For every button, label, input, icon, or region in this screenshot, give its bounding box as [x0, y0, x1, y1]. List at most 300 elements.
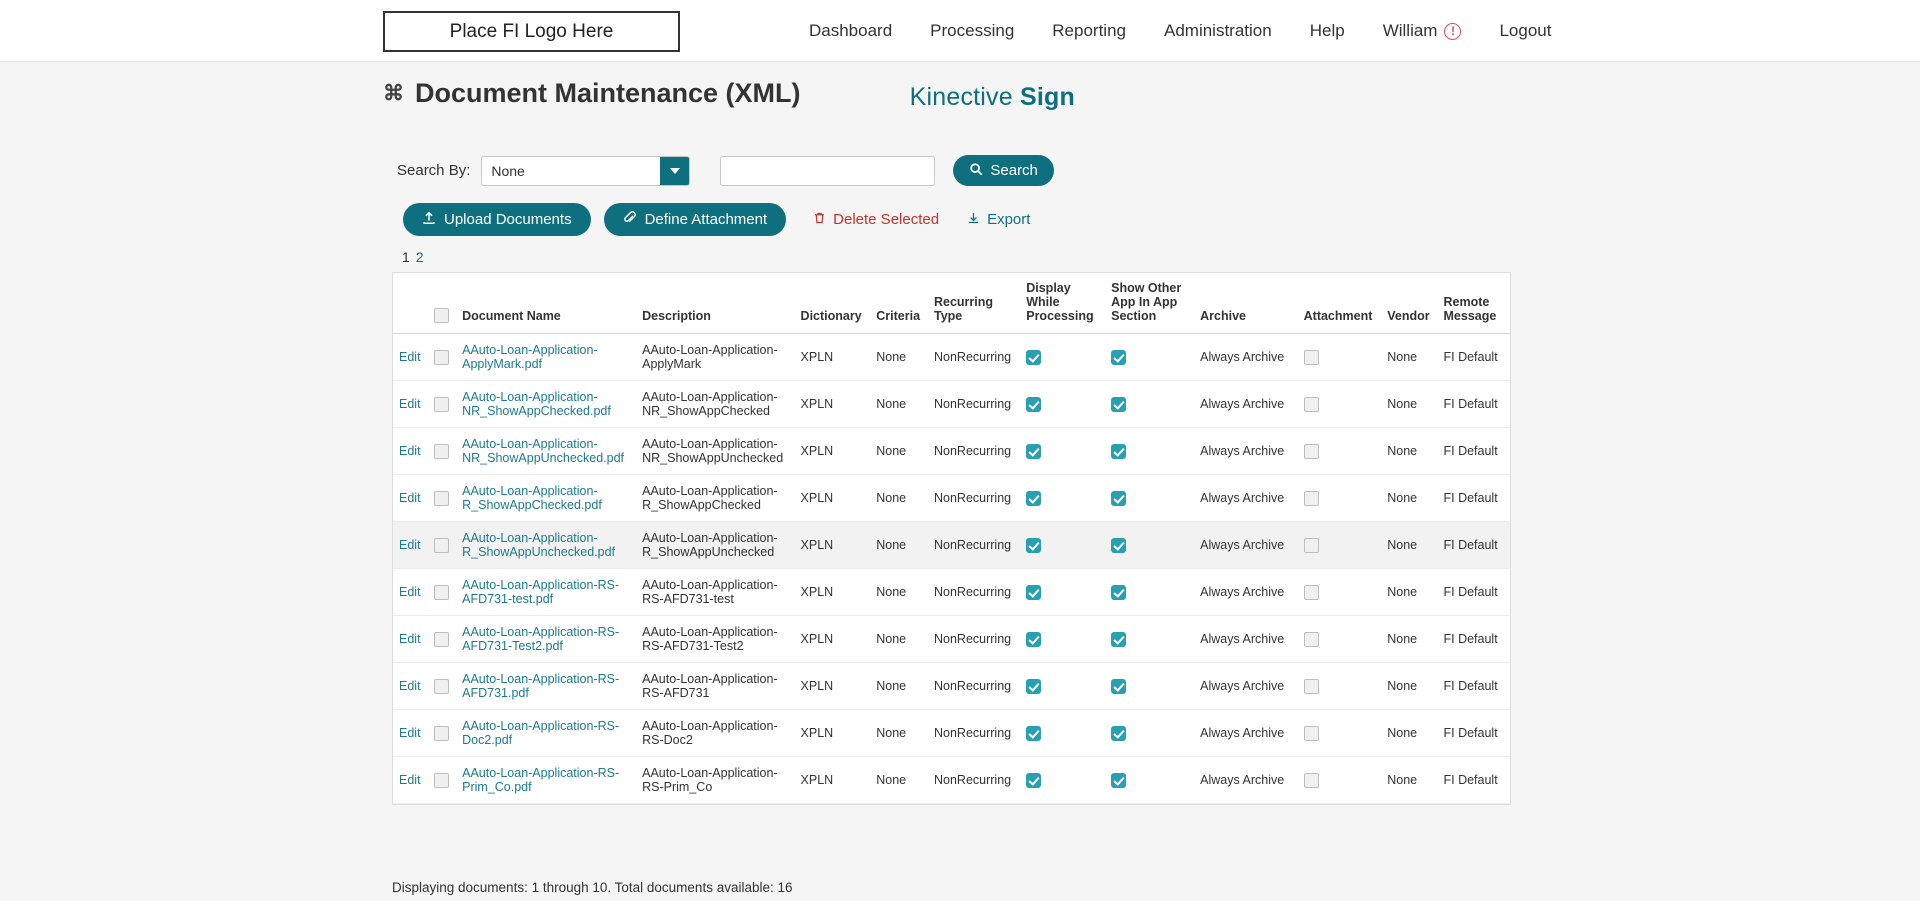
row-select-checkbox [428, 475, 456, 522]
display-while-processing-checkbox[interactable] [1026, 585, 1041, 600]
recurring-type-text: NonRecurring [933, 350, 1012, 364]
show-other-app-checkbox[interactable] [1111, 773, 1126, 788]
display-while-processing-checkbox[interactable] [1026, 679, 1041, 694]
row-description [636, 616, 794, 663]
row-remote-message [1438, 710, 1511, 757]
row-attachment [1298, 475, 1382, 522]
remote-message-text: FI Default [1443, 538, 1498, 552]
edit-link[interactable]: Edit [399, 491, 421, 505]
archive-text: Always Archive [1200, 679, 1285, 693]
row-document-name [456, 475, 636, 522]
column-header-criteria[interactable]: Criteria [870, 273, 928, 334]
row-show-other-app [1105, 334, 1194, 381]
table-header-row [393, 273, 1510, 334]
row-archive [1194, 569, 1298, 616]
row-criteria [870, 616, 928, 663]
archive-text: Always Archive [1200, 726, 1285, 740]
row-criteria [870, 663, 928, 710]
row-criteria [870, 428, 928, 475]
row-archive [1194, 334, 1298, 381]
row-archive [1194, 663, 1298, 710]
row-edit-link [393, 428, 428, 475]
row-dictionary [795, 757, 871, 804]
row-vendor [1381, 710, 1437, 757]
archive-text: Always Archive [1200, 350, 1285, 364]
document-name-link[interactable]: AAuto-Loan-Application-RS-AFD731.pdf [462, 672, 620, 700]
pagination-current-page[interactable]: 1 [402, 249, 410, 265]
row-select-checkbox [428, 757, 456, 804]
recurring-type-text: NonRecurring [933, 632, 1012, 646]
attachment-checkbox[interactable] [1304, 726, 1319, 741]
row-recurring-type [928, 475, 1020, 522]
row-show-other-app [1105, 663, 1194, 710]
nav-item-help[interactable]: Help [1309, 21, 1345, 40]
row-criteria [870, 710, 928, 757]
row-remote-message [1438, 428, 1511, 475]
column-header-dictionary[interactable]: Dictionary [795, 273, 871, 334]
remote-message-text: FI Default [1443, 632, 1498, 646]
results-summary: Displaying documents: 1 through 10. Total documents available: 16 [392, 880, 793, 895]
description-text: AAuto-Loan-Application-RS-AFD731-Test2 [642, 625, 778, 653]
row-description [636, 475, 794, 522]
row-remote-message [1438, 663, 1511, 710]
show-other-app-checkbox[interactable] [1111, 350, 1126, 365]
user-name: William [1382, 21, 1438, 40]
nav-item-administration[interactable]: Administration [1164, 21, 1272, 40]
row-checkbox[interactable] [434, 726, 449, 741]
page-title-text: Document Maintenance (XML) [415, 78, 801, 108]
pagination [402, 249, 424, 265]
document-name-link[interactable]: AAuto-Loan-Application-RS-AFD731-test.pdf [462, 578, 620, 606]
attachment-checkbox[interactable] [1304, 585, 1319, 600]
row-checkbox[interactable] [434, 585, 449, 600]
row-archive [1194, 710, 1298, 757]
document-name-link[interactable]: AAuto-Loan-Application-R_ShowAppChecked.pdf [462, 484, 602, 512]
display-while-processing-checkbox[interactable] [1026, 632, 1041, 647]
row-vendor [1381, 569, 1437, 616]
brand-sign: Sign [1020, 83, 1075, 111]
attachment-checkbox[interactable] [1304, 632, 1319, 647]
row-archive [1194, 428, 1298, 475]
row-criteria [870, 569, 928, 616]
export-label: Export [987, 211, 1031, 228]
show-other-app-checkbox[interactable] [1111, 491, 1126, 506]
row-document-name [456, 757, 636, 804]
row-criteria [870, 522, 928, 569]
define-attachment-label: Define Attachment [644, 211, 768, 228]
row-description [636, 428, 794, 475]
row-show-other-app [1105, 475, 1194, 522]
row-archive [1194, 616, 1298, 663]
attachment-checkbox[interactable] [1304, 773, 1319, 788]
criteria-text: None [876, 350, 907, 364]
delete-selected-button[interactable] [799, 203, 953, 236]
dictionary-text: XPLN [800, 632, 834, 646]
page-title [383, 78, 801, 109]
dictionary-text: XPLN [800, 397, 834, 411]
column-header-description[interactable]: Description [636, 273, 794, 334]
search-by-select-value: None [491, 162, 525, 179]
nav-item-dashboard[interactable]: Dashboard [809, 21, 893, 40]
row-display-while-processing [1020, 616, 1105, 663]
row-select-checkbox [428, 569, 456, 616]
remote-message-text: FI Default [1443, 726, 1498, 740]
dictionary-text: XPLN [800, 444, 834, 458]
recurring-type-text: NonRecurring [933, 491, 1012, 505]
column-header-document-name[interactable]: Document Name [456, 273, 636, 334]
description-text: AAuto-Loan-Application-RS-AFD731 [642, 672, 778, 700]
row-display-while-processing [1020, 475, 1105, 522]
document-name-link[interactable]: AAuto-Loan-Application-RS-AFD731-Test2.pdf [462, 625, 620, 653]
archive-text: Always Archive [1200, 773, 1285, 787]
display-while-processing-checkbox[interactable] [1026, 350, 1041, 365]
row-attachment [1298, 663, 1382, 710]
row-select-checkbox [428, 710, 456, 757]
edit-link[interactable]: Edit [399, 444, 421, 458]
recurring-type-text: NonRecurring [933, 538, 1012, 552]
row-document-name [456, 522, 636, 569]
row-show-other-app [1105, 522, 1194, 569]
column-header-edit [393, 273, 428, 334]
remote-message-text: FI Default [1443, 491, 1498, 505]
row-show-other-app [1105, 381, 1194, 428]
row-edit-link [393, 334, 428, 381]
table-row[interactable] [393, 757, 1510, 804]
description-text: AAuto-Loan-Application-RS-Doc2 [642, 719, 778, 747]
row-checkbox[interactable] [434, 491, 449, 506]
display-while-processing-checkbox[interactable] [1026, 538, 1041, 553]
row-attachment [1298, 616, 1382, 663]
row-dictionary [795, 522, 871, 569]
search-by-select[interactable] [481, 156, 690, 186]
recurring-type-text: NonRecurring [933, 726, 1012, 740]
dictionary-text: XPLN [800, 538, 834, 552]
recurring-type-text: NonRecurring [933, 397, 1012, 411]
documents-table-container [392, 272, 1511, 805]
row-display-while-processing [1020, 381, 1105, 428]
archive-text: Always Archive [1200, 491, 1285, 505]
search-icon [969, 162, 983, 180]
archive-text: Always Archive [1200, 632, 1285, 646]
row-criteria [870, 381, 928, 428]
row-checkbox[interactable] [434, 632, 449, 647]
row-document-name [456, 334, 636, 381]
row-edit-link [393, 569, 428, 616]
search-input[interactable] [720, 156, 935, 186]
dictionary-text: XPLN [800, 679, 834, 693]
trash-icon [813, 211, 826, 229]
row-checkbox[interactable] [434, 350, 449, 365]
documents-table [393, 273, 1510, 804]
define-attachment-button[interactable] [604, 203, 787, 236]
document-name-link[interactable]: AAuto-Loan-Application-ApplyMark.pdf [462, 343, 598, 371]
criteria-text: None [876, 679, 907, 693]
table-row[interactable] [393, 475, 1510, 522]
document-name-link[interactable]: AAuto-Loan-Application-NR_ShowAppUnchecked.pdf [462, 437, 625, 465]
attachment-checkbox[interactable] [1304, 679, 1319, 694]
row-checkbox[interactable] [434, 679, 449, 694]
dictionary-text: XPLN [800, 350, 834, 364]
row-document-name [456, 381, 636, 428]
alert-icon: ! [1444, 23, 1461, 40]
row-display-while-processing [1020, 428, 1105, 475]
criteria-text: None [876, 538, 907, 552]
attachment-checkbox[interactable] [1304, 397, 1319, 412]
description-text: AAuto-Loan-Application-RS-Prim_Co [642, 766, 778, 794]
row-attachment [1298, 757, 1382, 804]
table-row[interactable] [393, 381, 1510, 428]
search-by-label: Search By: [397, 162, 471, 179]
row-attachment [1298, 381, 1382, 428]
description-text: AAuto-Loan-Application-RS-AFD731-test [642, 578, 778, 606]
row-criteria [870, 475, 928, 522]
row-criteria [870, 757, 928, 804]
attachment-checkbox[interactable] [1304, 538, 1319, 553]
chevron-down-icon[interactable] [660, 157, 689, 185]
row-vendor [1381, 334, 1437, 381]
pagination-page-2[interactable]: 2 [415, 249, 424, 265]
table-row[interactable] [393, 710, 1510, 757]
row-dictionary [795, 428, 871, 475]
row-edit-link [393, 381, 428, 428]
row-show-other-app [1105, 428, 1194, 475]
row-select-checkbox [428, 663, 456, 710]
action-toolbar [403, 203, 1044, 236]
column-header-display-while-processing[interactable]: Display While Processing [1020, 273, 1105, 334]
table-row[interactable] [393, 616, 1510, 663]
row-recurring-type [928, 381, 1020, 428]
recurring-type-text: NonRecurring [933, 773, 1012, 787]
column-header-vendor[interactable]: Vendor [1381, 273, 1437, 334]
display-while-processing-checkbox[interactable] [1026, 491, 1041, 506]
row-display-while-processing [1020, 334, 1105, 381]
row-vendor [1381, 663, 1437, 710]
nav-item-reporting[interactable]: Reporting [1052, 21, 1126, 40]
row-edit-link [393, 616, 428, 663]
edit-link[interactable]: Edit [399, 726, 421, 740]
show-other-app-checkbox[interactable] [1111, 444, 1126, 459]
row-description [636, 663, 794, 710]
table-row[interactable] [393, 428, 1510, 475]
display-while-processing-checkbox[interactable] [1026, 726, 1041, 741]
column-header-attachment[interactable]: Attachment [1298, 273, 1382, 334]
row-show-other-app [1105, 757, 1194, 804]
edit-link[interactable]: Edit [399, 397, 421, 411]
row-edit-link [393, 757, 428, 804]
row-remote-message [1438, 334, 1511, 381]
row-checkbox[interactable] [434, 444, 449, 459]
description-text: AAuto-Loan-Application-NR_ShowAppUnchecked [642, 437, 784, 465]
table-row[interactable] [393, 663, 1510, 710]
row-vendor [1381, 381, 1437, 428]
table-row[interactable] [393, 569, 1510, 616]
row-description [636, 710, 794, 757]
edit-link[interactable]: Edit [399, 585, 421, 599]
row-dictionary [795, 663, 871, 710]
table-row[interactable] [393, 334, 1510, 381]
edit-link[interactable]: Edit [399, 632, 421, 646]
column-header-remote-message[interactable]: Remote Message [1438, 273, 1511, 334]
dictionary-text: XPLN [800, 773, 834, 787]
row-select-checkbox [428, 428, 456, 475]
description-text: AAuto-Loan-Application-R_ShowAppUnchecked [642, 531, 778, 559]
remote-message-text: FI Default [1443, 773, 1498, 787]
row-select-checkbox [428, 616, 456, 663]
row-description [636, 569, 794, 616]
upload-documents-button[interactable] [403, 203, 591, 236]
archive-text: Always Archive [1200, 538, 1285, 552]
criteria-text: None [876, 397, 907, 411]
export-button[interactable] [953, 203, 1044, 236]
column-header-show-other-app[interactable]: Show Other App In App Section [1105, 273, 1194, 334]
row-select-checkbox [428, 381, 456, 428]
recurring-type-text: NonRecurring [933, 585, 1012, 599]
description-text: AAuto-Loan-Application-ApplyMark [642, 343, 778, 371]
row-remote-message [1438, 616, 1511, 663]
edit-link[interactable]: Edit [399, 773, 421, 787]
show-other-app-checkbox[interactable] [1111, 538, 1126, 553]
vendor-text: None [1387, 397, 1418, 411]
main-nav [790, 0, 1570, 62]
show-other-app-checkbox[interactable] [1111, 585, 1126, 600]
show-other-app-checkbox[interactable] [1111, 726, 1126, 741]
row-vendor [1381, 522, 1437, 569]
recurring-type-text: NonRecurring [933, 679, 1012, 693]
row-select-checkbox [428, 522, 456, 569]
row-description [636, 381, 794, 428]
column-header-archive[interactable]: Archive [1194, 273, 1298, 334]
column-header-select-all [428, 273, 456, 334]
row-remote-message [1438, 757, 1511, 804]
document-name-link[interactable]: AAuto-Loan-Application-RS-Prim_Co.pdf [462, 766, 620, 794]
row-criteria [870, 334, 928, 381]
vendor-text: None [1387, 585, 1418, 599]
document-name-link[interactable]: AAuto-Loan-Application-RS-Doc2.pdf [462, 719, 620, 747]
row-recurring-type [928, 710, 1020, 757]
row-description [636, 522, 794, 569]
archive-text: Always Archive [1200, 444, 1285, 458]
row-recurring-type [928, 428, 1020, 475]
row-display-while-processing [1020, 663, 1105, 710]
row-checkbox[interactable] [434, 773, 449, 788]
row-recurring-type [928, 757, 1020, 804]
row-remote-message [1438, 522, 1511, 569]
row-select-checkbox [428, 334, 456, 381]
row-archive [1194, 475, 1298, 522]
row-document-name [456, 663, 636, 710]
attachment-checkbox[interactable] [1304, 491, 1319, 506]
search-bar [397, 155, 1054, 186]
row-document-name [456, 616, 636, 663]
description-text: AAuto-Loan-Application-R_ShowAppChecked [642, 484, 778, 512]
attachment-checkbox[interactable] [1304, 350, 1319, 365]
archive-text: Always Archive [1200, 585, 1285, 599]
row-vendor [1381, 428, 1437, 475]
brand-kinective: Kinective [909, 83, 1013, 111]
paperclip-icon [623, 211, 637, 229]
search-button-label: Search [990, 162, 1038, 179]
row-edit-link [393, 663, 428, 710]
criteria-text: None [876, 491, 907, 505]
nav-item-user[interactable] [1364, 21, 1481, 41]
attachment-checkbox[interactable] [1304, 444, 1319, 459]
search-button[interactable] [953, 155, 1054, 186]
row-checkbox[interactable] [434, 538, 449, 553]
row-show-other-app [1105, 569, 1194, 616]
vendor-text: None [1387, 538, 1418, 552]
row-display-while-processing [1020, 757, 1105, 804]
dictionary-text: XPLN [800, 491, 834, 505]
document-icon: ⌘ [383, 82, 404, 105]
description-text: AAuto-Loan-Application-NR_ShowAppChecked [642, 390, 778, 418]
recurring-type-text: NonRecurring [933, 444, 1012, 458]
edit-link[interactable]: Edit [399, 350, 421, 364]
row-remote-message [1438, 475, 1511, 522]
row-show-other-app [1105, 616, 1194, 663]
row-recurring-type [928, 663, 1020, 710]
table-header [393, 273, 1510, 334]
display-while-processing-checkbox[interactable] [1026, 773, 1041, 788]
vendor-text: None [1387, 444, 1418, 458]
display-while-processing-checkbox[interactable] [1026, 397, 1041, 412]
column-header-recurring-type[interactable]: Recurring Type [928, 273, 1020, 334]
criteria-text: None [876, 632, 907, 646]
row-recurring-type [928, 569, 1020, 616]
criteria-text: None [876, 585, 907, 599]
document-name-link[interactable]: AAuto-Loan-Application-R_ShowAppUnchecked.pdf [462, 531, 615, 559]
remote-message-text: FI Default [1443, 444, 1498, 458]
show-other-app-checkbox[interactable] [1111, 632, 1126, 647]
logo-text: Place FI Logo Here [449, 20, 614, 42]
show-other-app-checkbox[interactable] [1111, 397, 1126, 412]
row-checkbox[interactable] [434, 397, 449, 412]
row-display-while-processing [1020, 522, 1105, 569]
row-recurring-type [928, 522, 1020, 569]
row-description [636, 334, 794, 381]
row-dictionary [795, 334, 871, 381]
row-attachment [1298, 334, 1382, 381]
criteria-text: None [876, 773, 907, 787]
product-brand [910, 83, 1075, 112]
select-all-checkbox[interactable] [434, 308, 449, 323]
row-show-other-app [1105, 710, 1194, 757]
row-dictionary [795, 616, 871, 663]
remote-message-text: FI Default [1443, 585, 1498, 599]
row-attachment [1298, 428, 1382, 475]
row-document-name [456, 569, 636, 616]
row-remote-message [1438, 569, 1511, 616]
row-attachment [1298, 522, 1382, 569]
nav-item-logout[interactable]: Logout [1499, 21, 1552, 40]
dictionary-text: XPLN [800, 585, 834, 599]
row-dictionary [795, 569, 871, 616]
vendor-text: None [1387, 491, 1418, 505]
row-edit-link [393, 475, 428, 522]
display-while-processing-checkbox[interactable] [1026, 444, 1041, 459]
edit-link[interactable]: Edit [399, 538, 421, 552]
table-row[interactable] [393, 522, 1510, 569]
row-display-while-processing [1020, 710, 1105, 757]
delete-selected-label: Delete Selected [833, 211, 940, 228]
edit-link[interactable]: Edit [399, 679, 421, 693]
remote-message-text: FI Default [1443, 679, 1498, 693]
row-document-name [456, 428, 636, 475]
row-edit-link [393, 710, 428, 757]
nav-item-processing[interactable]: Processing [930, 21, 1015, 40]
document-name-link[interactable]: AAuto-Loan-Application-NR_ShowAppChecked.pdf [462, 390, 611, 418]
row-vendor [1381, 616, 1437, 663]
show-other-app-checkbox[interactable] [1111, 679, 1126, 694]
